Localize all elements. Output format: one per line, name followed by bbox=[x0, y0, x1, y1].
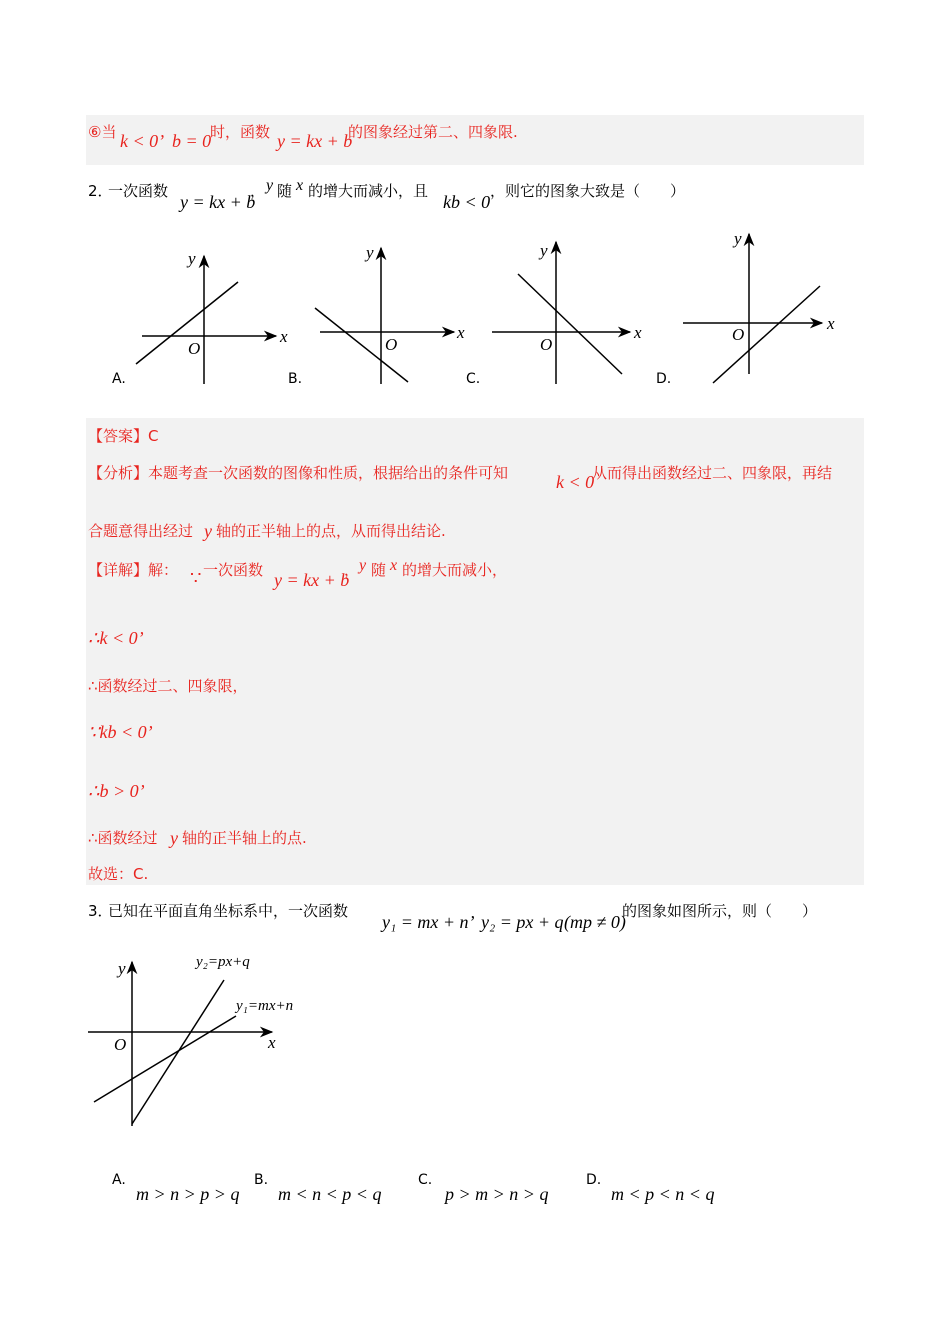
q2-text1: 一次函数 bbox=[108, 182, 169, 200]
q3-x-axis-label: x bbox=[268, 1033, 276, 1052]
q2-graph-c bbox=[492, 241, 642, 384]
q2-graph-c-origin: O bbox=[540, 335, 553, 354]
a2-step-4: ∴b > 0’ bbox=[88, 781, 145, 801]
q2-graph-b-origin: O bbox=[385, 335, 398, 354]
a2-detail-y: y bbox=[359, 557, 367, 574]
a2-detail-func: y = kx + b bbox=[274, 570, 350, 590]
q3-line-y1 bbox=[94, 1016, 236, 1102]
q2-graph-d-y-label: y bbox=[734, 229, 742, 248]
q2-graph-d-x-label: x bbox=[827, 314, 835, 333]
q3-line1-label: y₁=mx+n bbox=[236, 998, 294, 1014]
note-6-cond1: k < 0’ bbox=[120, 131, 165, 151]
a2-detail-comma: ， bbox=[344, 561, 360, 579]
q3-number: 3． bbox=[88, 902, 113, 920]
q2-text3: 的增大而减小，且 bbox=[308, 182, 429, 200]
q2-graph-b bbox=[315, 243, 465, 384]
q2-graph-c-y-label: y bbox=[540, 241, 548, 260]
q3-option-c-label[interactable]: C. bbox=[418, 1172, 433, 1188]
a2-analysis-3-post: 轴的正半轴上的点，从而得出结论. bbox=[216, 522, 446, 540]
q2-graph-a bbox=[136, 249, 288, 384]
note-6-mid: 时，函数 bbox=[210, 123, 271, 141]
q2-func: y = kx + b bbox=[180, 192, 256, 212]
q2-option-a[interactable]: A. bbox=[112, 371, 126, 387]
q2-option-c[interactable]: C. bbox=[466, 371, 481, 387]
a2-answer: 【答案】C bbox=[88, 427, 159, 445]
q3-option-d-expr[interactable]: m < p < n < q bbox=[611, 1184, 715, 1204]
a2-detail-because: ∵ bbox=[190, 568, 202, 588]
answer-2-box bbox=[86, 418, 864, 885]
q3-origin: O bbox=[114, 1035, 127, 1054]
q2-graph-d-origin: O bbox=[732, 325, 745, 344]
q3-option-b-expr[interactable]: m < n < p < q bbox=[278, 1184, 382, 1204]
a2-analysis-1: 【分析】本题考查一次函数的图像和性质，根据给出的条件可知 bbox=[88, 464, 509, 482]
q3-option-a-label[interactable]: A. bbox=[112, 1172, 126, 1188]
a2-detail-mid: 随 bbox=[371, 561, 387, 579]
q3-func2: y₂ = px + q bbox=[481, 912, 564, 932]
q2-var-y: y bbox=[266, 177, 274, 194]
q3-option-c-expr[interactable]: p > m > n > q bbox=[445, 1184, 549, 1204]
q3-cond: (mp ≠ 0) bbox=[564, 912, 626, 932]
a2-detail-post: 的增大而减小， bbox=[402, 561, 508, 579]
q2-graphs bbox=[100, 228, 860, 393]
q2-comma: ， bbox=[250, 182, 266, 200]
a2-step-5-post: 轴的正半轴上的点. bbox=[182, 829, 307, 847]
q2-text2: 随 bbox=[277, 182, 293, 200]
a2-analysis-3-y: y bbox=[204, 521, 212, 541]
q2-text4: ，则它的图象大致是（ ） bbox=[490, 182, 686, 200]
note-6-suffix: 的图象经过第二、四象限. bbox=[348, 123, 518, 141]
a2-step-5-pre: ∴函数经过 bbox=[88, 829, 158, 847]
q2-option-d[interactable]: D. bbox=[656, 371, 672, 387]
note-6-func: y = kx + b bbox=[277, 131, 353, 151]
a2-step-3: ∵kb < 0’ bbox=[88, 722, 153, 742]
q2-graph-a-x-label: x bbox=[280, 327, 288, 346]
q2-number: 2． bbox=[88, 182, 113, 200]
a2-analysis-3-pre: 合题意得出经过 bbox=[88, 522, 194, 540]
q3-line2-label: y₂=px+q bbox=[196, 954, 250, 970]
q3-graph bbox=[86, 950, 316, 1130]
q3-option-d-label[interactable]: D. bbox=[586, 1172, 602, 1188]
q3-y-axis-label: y bbox=[118, 959, 126, 978]
q2-graph-a-y-label: y bbox=[188, 249, 196, 268]
a2-step-1: ∴k < 0’ bbox=[88, 628, 144, 648]
a2-analysis-math: k < 0 bbox=[556, 472, 595, 492]
q2-option-b[interactable]: B. bbox=[288, 371, 303, 387]
a2-detail-x: x bbox=[390, 557, 398, 574]
q3-option-b-label[interactable]: B. bbox=[254, 1172, 269, 1188]
a2-choice: 故选：C. bbox=[88, 865, 149, 883]
q2-cond: kb < 0 bbox=[443, 192, 491, 212]
a2-step-5-y: y bbox=[170, 828, 178, 848]
a2-detail-text: 一次函数 bbox=[203, 561, 264, 579]
q3-option-a-expr[interactable]: m > n > p > q bbox=[136, 1184, 240, 1204]
note-6-cond2: b = 0 bbox=[172, 131, 212, 151]
q2-graph-a-origin: O bbox=[188, 339, 201, 358]
q2-graph-b-y-label: y bbox=[366, 243, 374, 262]
q2-graph-d bbox=[683, 229, 835, 383]
a2-analysis-2: 从而得出函数经过二、四象限，再结 bbox=[592, 464, 833, 482]
q3-text2: 的图象如图所示，则（ ） bbox=[622, 902, 818, 920]
q2-graph-c-x-label: x bbox=[634, 323, 642, 342]
q3-text1: 已知在平面直角坐标系中，一次函数 bbox=[108, 902, 349, 920]
a2-step-2: ∴函数经过二、四象限， bbox=[88, 677, 248, 695]
q2-graph-b-x-label: x bbox=[457, 323, 465, 342]
q3-func1: y₁ = mx + n’ bbox=[382, 912, 475, 932]
note-6-prefix: ⑥当 bbox=[88, 123, 117, 141]
a2-detail-pre: 【详解】解： bbox=[88, 561, 179, 579]
q2-var-x: x bbox=[296, 177, 304, 194]
